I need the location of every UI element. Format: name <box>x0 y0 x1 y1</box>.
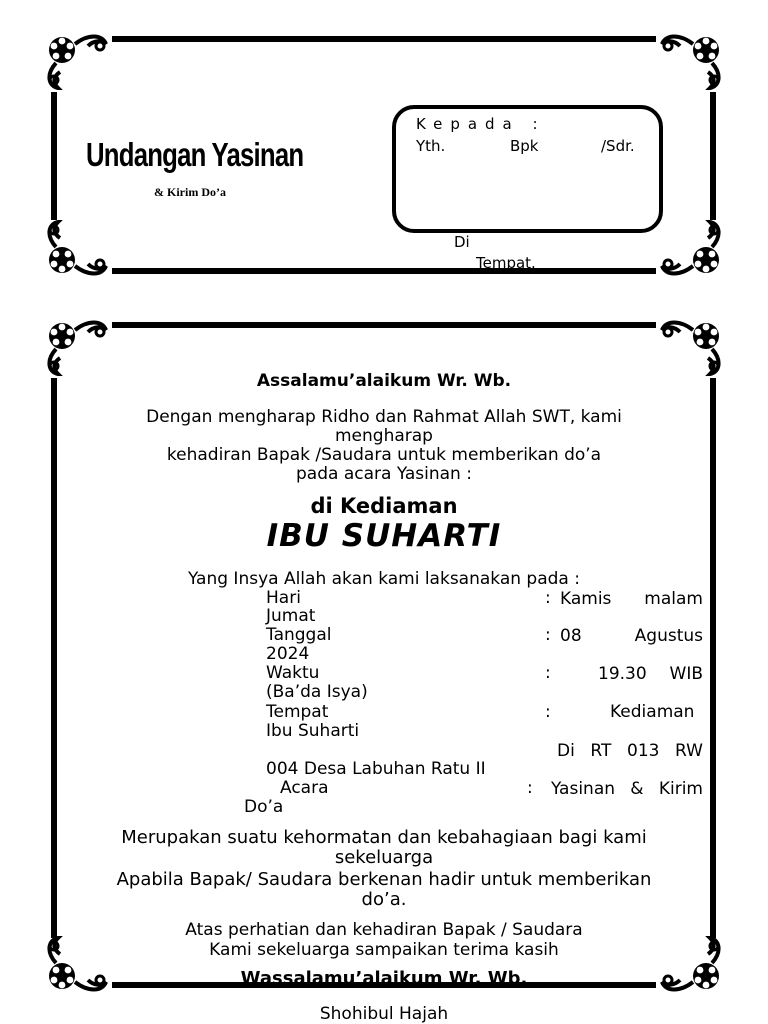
shohibul-hajah: Shohibul Hajah <box>319 1004 449 1024</box>
hari-label: Hari <box>266 588 301 608</box>
hari-colon: : <box>545 588 551 608</box>
intro-paragraph <box>80 408 688 484</box>
acara-colon: : <box>527 778 533 798</box>
tanggal-colon: : <box>545 625 551 645</box>
thanks-line: Kami sekeluarga sampaikan terima kasih <box>209 940 559 960</box>
flourish-ornament-icon <box>656 30 726 90</box>
di-kediaman-heading: di Kediaman <box>310 494 458 518</box>
flourish-ornament-icon <box>656 220 726 280</box>
intro-line: Dengan mengharap Ridho dan Rahmat Allah SWT, kami <box>146 407 622 427</box>
kepada-label: Kepada : <box>416 115 546 133</box>
envelope-border-bottom <box>112 268 656 274</box>
sdr-label: /Sdr. <box>601 137 635 155</box>
envelope-border-top <box>112 36 656 42</box>
flourish-ornament-icon <box>42 30 112 90</box>
tanggal-value-cont: 2024 <box>266 644 310 664</box>
waktu-colon: : <box>545 663 551 683</box>
hari-value: Kamis malam <box>560 589 703 609</box>
envelope-border-left <box>51 92 57 220</box>
intro-line: mengharap <box>335 426 433 446</box>
di-label: Di <box>454 233 470 251</box>
intro-line: kehadiran Bapak /Saudara untuk memberikan do’a <box>166 445 602 465</box>
honor-paragraph <box>80 828 688 868</box>
envelope-title: Undangan Yasinan <box>86 136 304 173</box>
waktu-value: 19.30 WIB <box>598 664 703 684</box>
apabila-line: do’a. <box>361 889 407 910</box>
bpk-label: Bpk <box>510 137 539 155</box>
wassalam-closing: Wassalamu’alaikum Wr. Wb. <box>240 968 528 989</box>
thanks-line: Atas perhatian dan kehadiran Bapak / Saudara <box>185 920 583 940</box>
acara-value: Yasinan & Kirim <box>551 779 703 799</box>
host-name: IBU SUHARTI <box>266 518 502 554</box>
invitation-border-left <box>51 378 57 938</box>
tempat-address: Di RT 013 RW <box>557 741 703 761</box>
tempat-detail-label: Tempat <box>266 702 329 722</box>
honor-line: Merupakan suatu kehormatan dan kebahagiaan bagi kami <box>121 827 647 848</box>
acara-value-cont: Do’a <box>244 797 284 817</box>
waktu-label: Waktu <box>266 663 320 683</box>
salam-greeting: Assalamu’alaikum Wr. Wb. <box>256 371 512 391</box>
tanggal-value: 08 Agustus <box>560 626 703 646</box>
thanks-paragraph <box>80 920 688 960</box>
flourish-ornament-icon <box>42 316 112 376</box>
flourish-ornament-icon <box>656 316 726 376</box>
envelope-border-right <box>710 92 716 220</box>
tempat-value: Kediaman <box>610 702 695 722</box>
schedule-intro: Yang Insya Allah akan kami laksanakan pada : <box>188 569 580 589</box>
intro-line: pada acara Yasinan : <box>296 464 472 484</box>
tempat-value-cont: Ibu Suharti <box>266 721 360 741</box>
waktu-value-cont: (Ba’da Isya) <box>266 682 368 702</box>
apabila-paragraph <box>80 870 688 910</box>
honor-line: sekeluarga <box>334 847 434 868</box>
tempat-address-cont: 004 Desa Labuhan Ratu II <box>266 759 486 779</box>
flourish-ornament-icon <box>42 220 112 280</box>
tempat-colon: : <box>545 702 551 722</box>
yth-label: Yth. <box>416 137 446 155</box>
hari-value-cont: Jumat <box>266 606 316 626</box>
tempat-label: Tempat. <box>476 254 536 272</box>
invitation-border-top <box>112 322 656 328</box>
envelope-subtitle: & Kirim Do’a <box>154 185 226 199</box>
invitation-border-right <box>710 378 716 938</box>
acara-label: Acara <box>280 778 329 798</box>
apabila-line: Apabila Bapak/ Saudara berkenan hadir untuk memberikan <box>116 869 652 890</box>
tanggal-label: Tanggal <box>266 625 332 645</box>
